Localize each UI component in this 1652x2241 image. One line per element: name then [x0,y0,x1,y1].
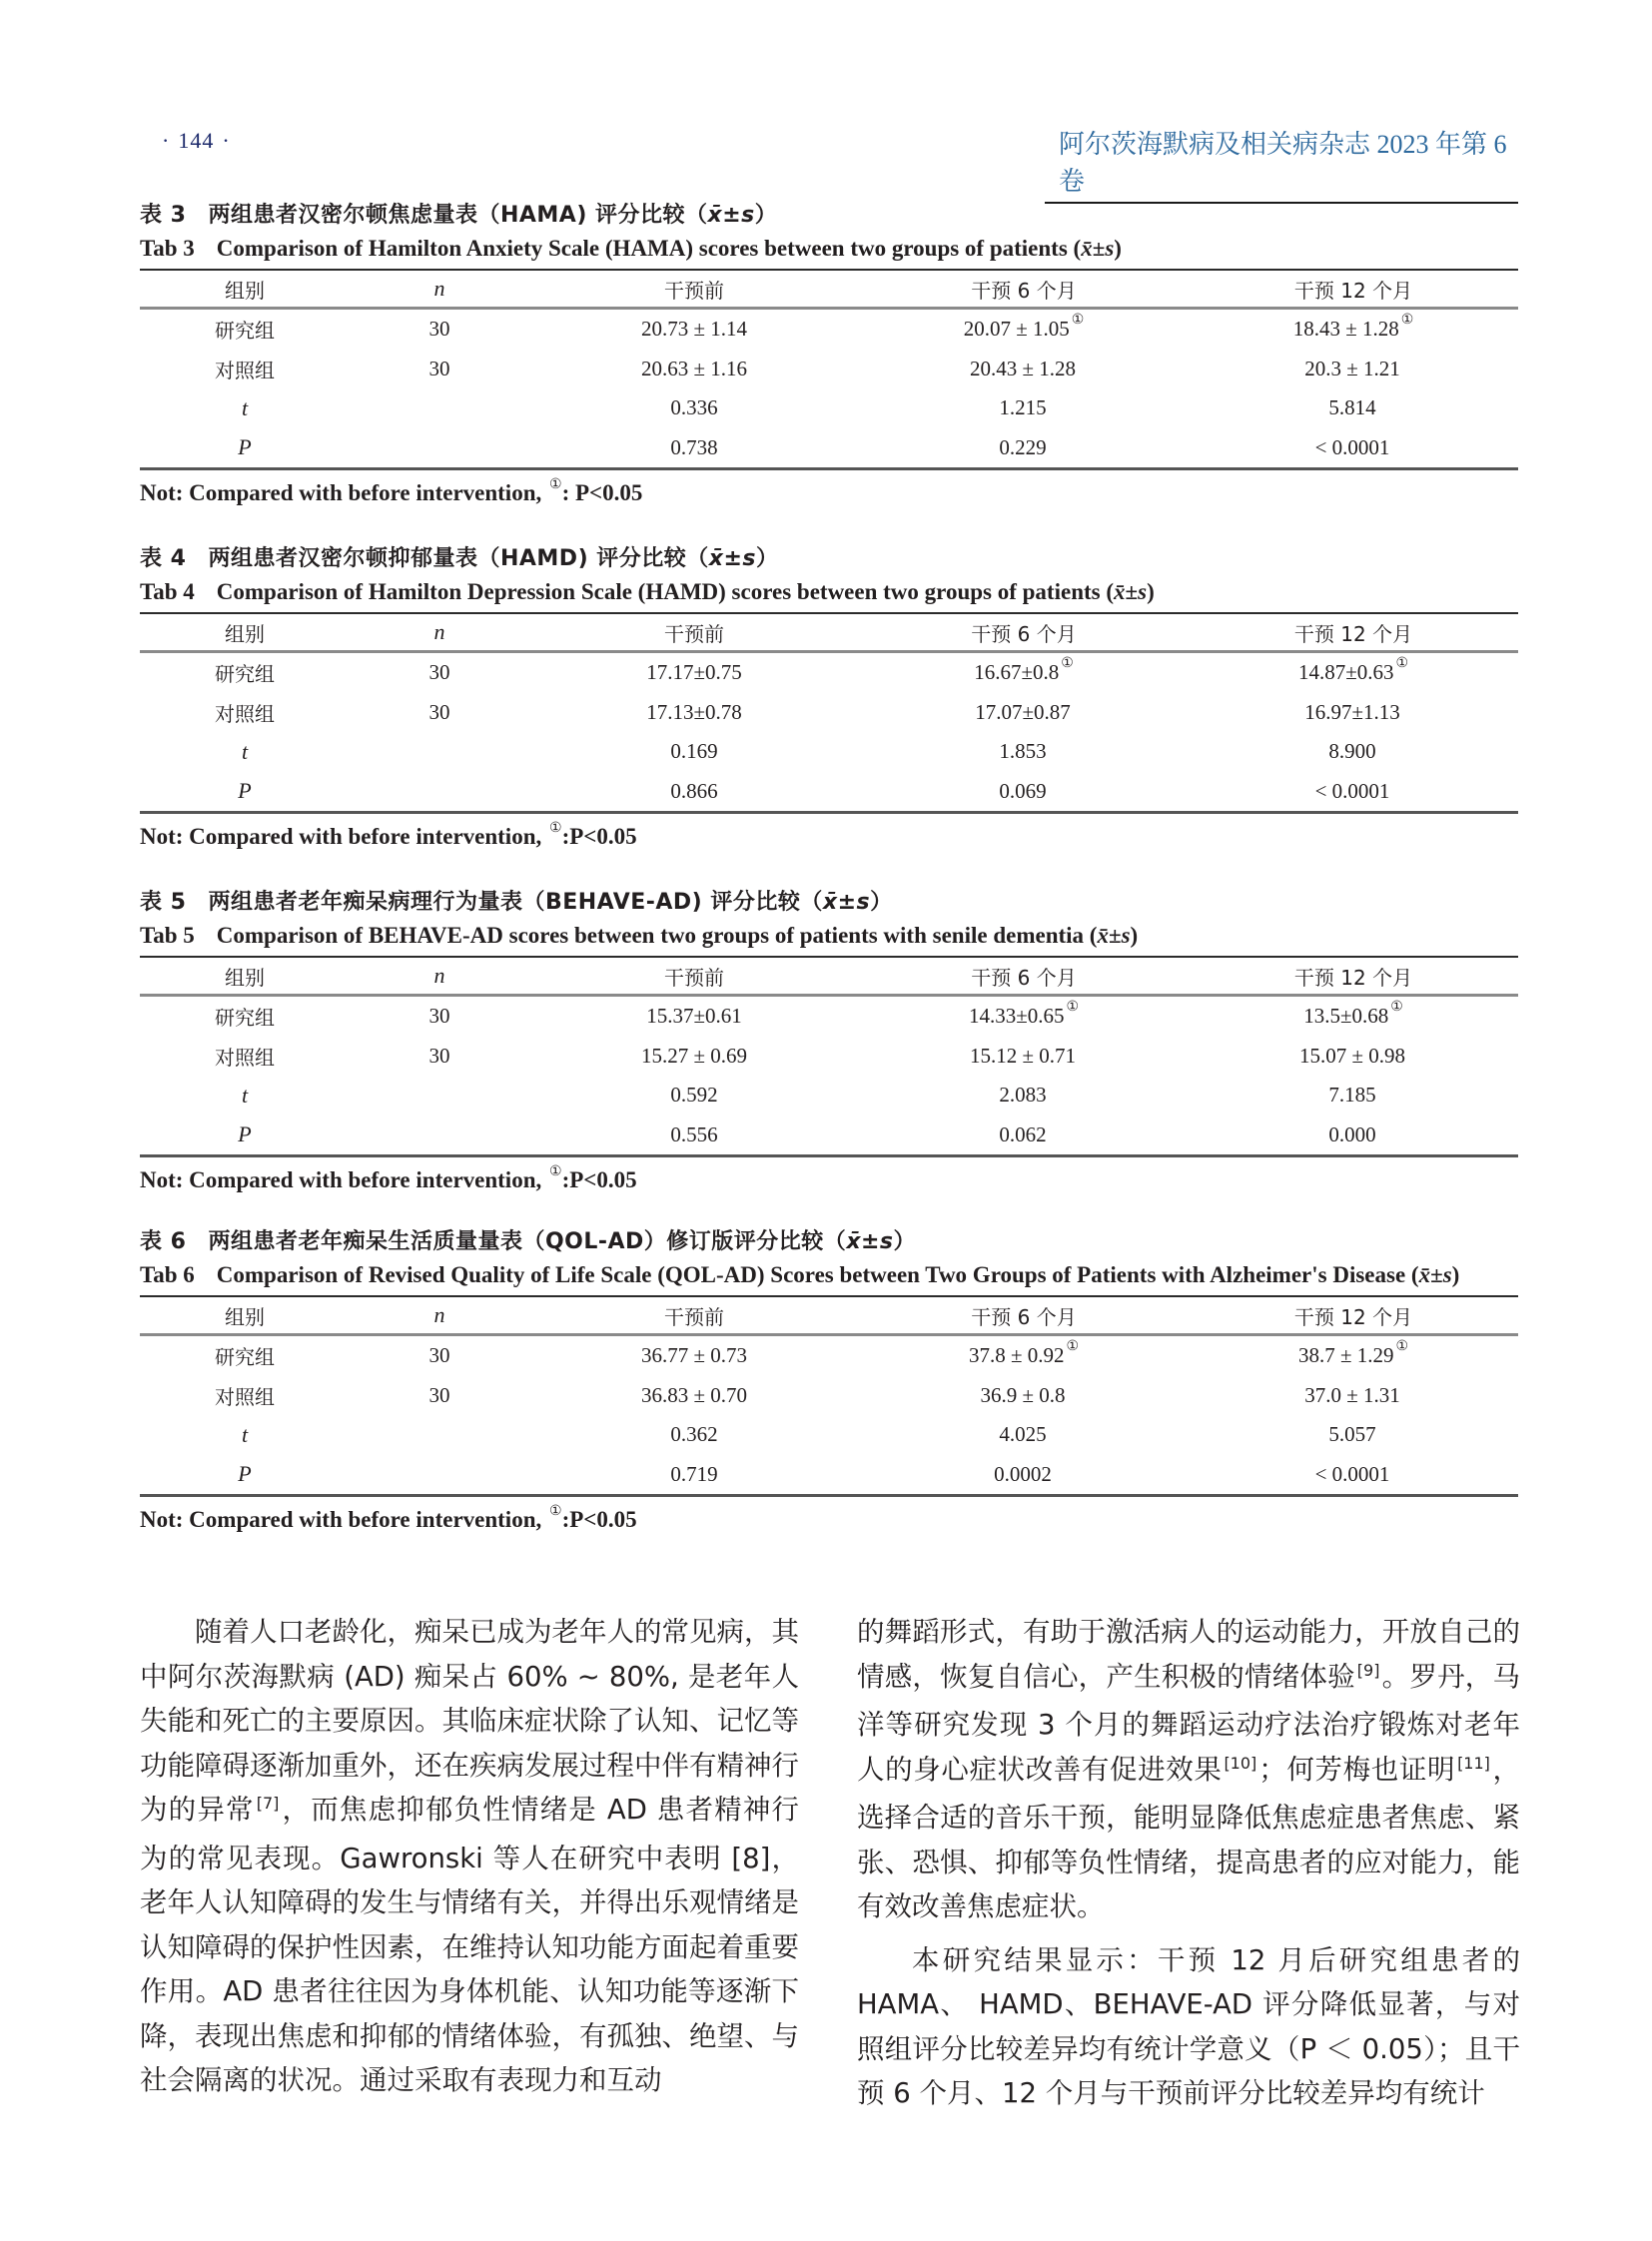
month6-value: 37.8 ± 0.92 [968,1343,1065,1368]
month6-cell [859,1455,1189,1496]
caption-cn: 表 6 两组患者老年痴呆生活质量量表（QOL-AD）修订版评分比较（x̄±s） [140,1229,917,1254]
caption-label-cn: 表 3 [140,203,187,228]
header-row [140,1296,1518,1335]
month12-value: 38.7 ± 1.29 [1297,1343,1394,1368]
significance-mark: ① [1061,656,1074,672]
data-table [140,612,1518,814]
month12-value: 0.000 [1328,1121,1376,1146]
caption-title-cn: 两组患者老年痴呆生活质量量表（QOL-AD）修订版评分比较（ [208,1229,847,1254]
group-cell: t [241,1082,249,1108]
caption-en: Tab 4 Comparison of Hamilton Depression Scale (HAMD) scores between two groups of patients (x̄±s) [140,579,1155,604]
column-header: 干预 6 个月 [859,1296,1189,1335]
column-header: 干预 12 个月 [1189,270,1518,309]
month6-value: 20.07 ± 1.05 [963,317,1070,342]
month6-cell [859,309,1189,350]
month6-value: 2.083 [999,1083,1047,1108]
column-header: 干预 6 个月 [859,613,1189,652]
page-number: · 144 · [162,128,231,153]
column-header: 干预前 [529,957,859,996]
table-row [140,1335,1518,1376]
n-cell [350,428,529,469]
table-row [140,1076,1518,1116]
caption-title-en: Comparison of Hamilton Depression Scale (HAMD) scores between two groups of patients ( [216,579,1115,604]
pre-cell: 36.77 ± 0.73 [640,1343,748,1368]
column-header: 干预 12 个月 [1189,1296,1518,1335]
table-row [140,309,1518,350]
month12-cell [1189,388,1518,428]
column-header: 组别 [140,957,350,996]
pre-cell: 0.738 [529,428,859,469]
text-run: ，而焦虑抑郁负性情绪是 AD 患者精神行为的常见表现。Gawronski 等人在研究中表明 [8]，老年人认知障碍的发生与情绪有关，并得出乐观情绪是认知障碍的保护性因素，在维持认知功能方面起着重要作用。AD 患者往往因为身体机能、认知功能等逐渐下降，表现出焦虑和抑郁的情绪体验，有孤独、绝望、与社会隔离的状况。通过采取有表现力和互动 [140,1794,799,2096]
month6-cell [859,1116,1189,1156]
pre-cell: 17.17±0.75 [646,660,742,685]
column-header: n [350,957,529,996]
n-cell [350,1076,529,1116]
month6-cell [859,732,1189,772]
month12-value: 37.0 ± 1.31 [1304,1382,1400,1407]
pre-cell: 0.719 [529,1455,859,1496]
month6-cell [859,1037,1189,1077]
table-row [140,996,1518,1037]
stat-symbol: x̄±s [1114,579,1148,604]
group-cell: 对照组 [215,358,275,382]
stat-symbol: x̄±s [846,1229,894,1254]
caption-title-en: Comparison of Hamilton Anxiety Scale (HAMA) scores between two groups of patients ( [216,236,1082,261]
pre-cell: 0.169 [670,739,718,764]
caption-en: Tab 6 Comparison of Revised Quality of Life Scale (QOL-AD) Scores between Two Groups of Patients with Alzheimer's Disease (x̄±s) [140,1262,1460,1287]
month6-value: 36.9 ± 0.8 [980,1382,1066,1407]
significance-mark: ① [1390,1000,1403,1016]
n-cell: 30 [428,1043,450,1068]
stat-symbol: x̄±s [1097,923,1131,948]
n-cell [350,1455,529,1496]
month12-cell [1189,428,1518,469]
pre-cell: 20.73 ± 1.14 [640,317,748,342]
column-header: 干预前 [529,270,859,309]
pre-cell: 0.556 [529,1116,859,1156]
significance-mark: ① [1400,313,1414,329]
table-row [140,1116,1518,1156]
month6-cell [859,693,1189,733]
column-header: 干预 6 个月 [859,957,1189,996]
note-mark: ① [549,1504,562,1519]
n-cell: 30 [428,699,450,724]
n-cell [350,388,529,428]
month12-value: 14.87±0.63 [1297,660,1394,685]
table-row [140,388,1518,428]
table-row [140,732,1518,772]
n-cell [350,1116,529,1156]
citation: [10] [1224,1753,1257,1773]
month12-value: 8.900 [1328,739,1376,764]
group-cell: 研究组 [215,662,275,687]
month12-value: 5.057 [1328,1422,1376,1447]
table-4 [140,543,1518,850]
text-run: ，选择合适的音乐干预，能明显降低焦虑症患者焦虑、紧张、恐惧、抑郁等负性情绪，提高患者的应对能力，能有效改善焦虑症状。 [857,1753,1521,1922]
month12-cell [1189,1116,1518,1156]
group-cell: P [140,772,350,813]
column-header: 干预 12 个月 [1189,957,1518,996]
column-header: 干预前 [529,1296,859,1335]
stat-symbol: x̄±s [1081,236,1115,261]
caption-title-cn: 两组患者汉密尔顿焦虑量表（HAMA) 评分比较（ [208,203,708,228]
caption-cn: 表 5 两组患者老年痴呆病理行为量表（BEHAVE-AD) 评分比较（x̄±s） [140,890,893,915]
significance-mark: ① [1066,1339,1080,1355]
month12-value: 18.43 ± 1.28 [1292,317,1399,342]
month6-cell [859,1376,1189,1416]
month6-cell [859,772,1189,813]
month12-cell [1189,652,1518,693]
month12-cell [1189,1415,1518,1455]
caption-label-en: Tab 4 [140,579,195,604]
caption-cn: 表 3 两组患者汉密尔顿焦虑量表（HAMA) 评分比较（x̄±s） [140,203,778,228]
column-header: 干预 12 个月 [1189,613,1518,652]
table-row [140,1415,1518,1455]
table-note [140,477,1518,506]
caption-en: Tab 5 Comparison of BEHAVE-AD scores between two groups of patients with senile dementia (x̄±s) [140,923,1139,948]
text-run: 。罗丹，马洋等研究发现 3 个月的舞蹈运动疗法治疗锻炼对老年人的身心症状改善有促进效果 [857,1660,1521,1786]
month6-cell [859,388,1189,428]
table-5 [140,887,1518,1193]
caption-title-cn: 两组患者汉密尔顿抑郁量表（HAMD) 评分比较（ [208,546,709,571]
group-cell: P [140,1116,350,1156]
caption-title-cn: 两组患者老年痴呆病理行为量表（BEHAVE-AD) 评分比较（ [208,890,823,915]
month12-cell [1189,732,1518,772]
stat-symbol: x̄±s [1418,1262,1452,1287]
citation: [11] [1457,1753,1490,1773]
citation: [9] [1356,1660,1380,1680]
month6-value: 1.215 [999,395,1047,420]
group-cell: 研究组 [215,1345,275,1370]
table-row [140,772,1518,813]
paragraph [857,1610,1520,1929]
note-prefix: Not: Compared with before intervention, [140,1507,542,1532]
pre-cell: 0.362 [670,1422,718,1447]
page-number-value: 144 [178,128,215,153]
group-cell: 研究组 [215,319,275,344]
table-note [140,1164,1518,1193]
month12-cell [1189,309,1518,350]
running-head [140,124,1518,196]
pre-cell: 0.866 [529,772,859,813]
month6-cell [859,1335,1189,1376]
month12-value: 7.185 [1328,1083,1376,1108]
body-column-right [857,1610,1520,2116]
month6-cell [859,1076,1189,1116]
column-header: 干预 6 个月 [859,270,1189,309]
stat-symbol: x̄±s [822,890,871,915]
n-cell: 30 [428,356,450,380]
caption-en: Tab 3 Comparison of Hamilton Anxiety Scale (HAMA) scores between two groups of patients (x̄±s) [140,236,1122,261]
month6-cell [859,996,1189,1037]
column-header: 组别 [140,613,350,652]
month12-cell [1189,772,1518,813]
caption-title-en: Comparison of Revised Quality of Life Scale (QOL-AD) Scores between Two Groups of Patients with Alzheimer's Disease ( [216,1262,1419,1287]
table-row [140,350,1518,389]
text-run: 的舞蹈形式，有助于激活病人的运动能力，开放自己的情感，恢复自信心，产生积极的情绪体验 [857,1616,1520,1693]
month6-value: 15.12 ± 0.71 [969,1043,1077,1068]
month12-cell [1189,1455,1518,1496]
pre-cell: 36.83 ± 0.70 [640,1382,748,1407]
month12-value: 20.3 ± 1.21 [1304,356,1400,380]
column-header: 组别 [140,1296,350,1335]
header-row [140,270,1518,309]
n-cell [350,772,529,813]
data-table [140,956,1518,1157]
month6-value: 0.062 [999,1121,1047,1146]
month6-cell [859,652,1189,693]
month6-value: 14.33±0.65 [968,1004,1065,1029]
month12-value: 5.814 [1328,395,1376,420]
table-row [140,1455,1518,1496]
note-prefix: Not: Compared with before intervention, [140,480,542,505]
n-cell: 30 [428,1004,450,1029]
table-3 [140,200,1518,506]
group-cell: 对照组 [215,701,275,726]
note-mark: ① [549,1164,562,1179]
pre-cell: 0.336 [670,395,718,420]
month12-cell [1189,996,1518,1037]
month12-cell [1189,1376,1518,1416]
caption-label-en: Tab 5 [140,923,195,948]
column-header: n [350,270,529,309]
citation: [7] [256,1794,280,1813]
paragraph: 本研究结果显示：干预 12 月后研究组患者的 HAMA、 HAMD、BEHAVE-AD 评分降低显著，与对照组评分比较差异均有统计学意义（P ＜ 0.05）；且干预 6 个月、12 个月与干预前评分比较差异均有统计 [857,1943,1520,2109]
caption-label-cn: 表 5 [140,890,187,915]
journal-title: 阿尔茨海默病及相关病杂志 2023 年第 6 卷 [1045,124,1518,204]
table-note [140,821,1518,850]
stat-symbol: x̄±s [708,546,756,571]
month6-cell [859,350,1189,389]
group-cell: t [241,1421,249,1447]
paragraph [140,1610,799,2103]
caption-label-cn: 表 6 [140,1229,187,1254]
note-suffix: :P<0.05 [561,1507,637,1532]
text-run: ；何芳梅也证明 [1258,1753,1456,1786]
stat-symbol: x̄±s [707,203,755,228]
month12-value: < 0.0001 [1314,1461,1390,1486]
table-row [140,693,1518,733]
month6-value: 17.07±0.87 [975,699,1071,724]
pre-cell: 20.63 ± 1.16 [640,356,748,380]
column-header: 组别 [140,270,350,309]
caption-label-en: Tab 3 [140,236,195,261]
n-cell: 30 [428,660,450,685]
text-run: 随着人口老龄化，痴呆已成为老年人的常见病，其中阿尔茨海默病 (AD) 痴呆占 60% ~ 80%, 是老年人失能和死亡的主要原因。其临床症状除了认知、记忆等功能障碍逐渐加重外，还在疾病发展过程中伴有精神行为的异常 [140,1616,799,1826]
pre-cell: 15.37±0.61 [646,1004,742,1029]
column-header: 干预前 [529,613,859,652]
note-prefix: Not: Compared with before intervention, [140,824,542,849]
significance-mark: ① [1066,1000,1080,1016]
month6-value: 16.67±0.8 [974,660,1060,685]
significance-mark: ① [1395,1339,1409,1355]
n-cell [350,1415,529,1455]
month12-cell [1189,1076,1518,1116]
caption-title-en: Comparison of BEHAVE-AD scores between two groups of patients with senile dementia ( [216,923,1098,948]
month6-value: 0.069 [999,778,1047,803]
n-cell: 30 [428,1343,450,1368]
header-row [140,957,1518,996]
header-row [140,613,1518,652]
group-cell: 对照组 [215,1045,275,1070]
group-cell: t [241,738,249,764]
table-note [140,1504,1518,1533]
table-6 [140,1226,1518,1533]
data-table [140,1295,1518,1497]
month12-cell [1189,350,1518,389]
month12-value: 15.07 ± 0.98 [1298,1043,1406,1068]
significance-mark: ① [1071,313,1085,329]
month6-value: 1.853 [999,739,1047,764]
note-suffix: :P<0.05 [561,1167,637,1192]
n-cell: 30 [428,1382,450,1407]
month12-cell [1189,1335,1518,1376]
column-header: n [350,613,529,652]
note-mark: ① [549,477,562,492]
month6-value: 0.0002 [994,1461,1052,1486]
month12-cell [1189,1037,1518,1077]
month6-value: 4.025 [999,1422,1047,1447]
note-prefix: Not: Compared with before intervention, [140,1167,542,1192]
month12-value: < 0.0001 [1314,434,1390,459]
body-column-left [140,1610,799,2103]
group-cell: P [140,1455,350,1496]
caption-cn: 表 4 两组患者汉密尔顿抑郁量表（HAMD) 评分比较（x̄±s） [140,546,779,571]
table-row [140,1037,1518,1077]
n-cell: 30 [428,317,450,342]
month12-value: 13.5±0.68 [1303,1004,1389,1029]
significance-mark: ① [1395,656,1409,672]
month12-value: < 0.0001 [1314,778,1390,803]
caption-label-cn: 表 4 [140,546,187,571]
group-cell: t [241,394,249,420]
table-row [140,1376,1518,1416]
group-cell: 研究组 [215,1006,275,1031]
group-cell: 对照组 [215,1384,275,1409]
month12-value: 16.97±1.13 [1304,699,1400,724]
pre-cell: 0.592 [670,1083,718,1108]
note-suffix: : P<0.05 [561,480,643,505]
n-cell [350,732,529,772]
month6-value: 20.43 ± 1.28 [969,356,1077,380]
pre-cell: 15.27 ± 0.69 [640,1043,748,1068]
month12-cell [1189,693,1518,733]
month6-cell [859,428,1189,469]
table-row [140,428,1518,469]
note-suffix: :P<0.05 [561,824,637,849]
month6-cell [859,1415,1189,1455]
group-cell: P [140,428,350,469]
data-table [140,269,1518,470]
caption-label-en: Tab 6 [140,1262,195,1287]
note-mark: ① [549,821,562,836]
month6-value: 0.229 [999,434,1047,459]
pre-cell: 17.13±0.78 [646,699,742,724]
table-row [140,652,1518,693]
column-header: n [350,1296,529,1335]
